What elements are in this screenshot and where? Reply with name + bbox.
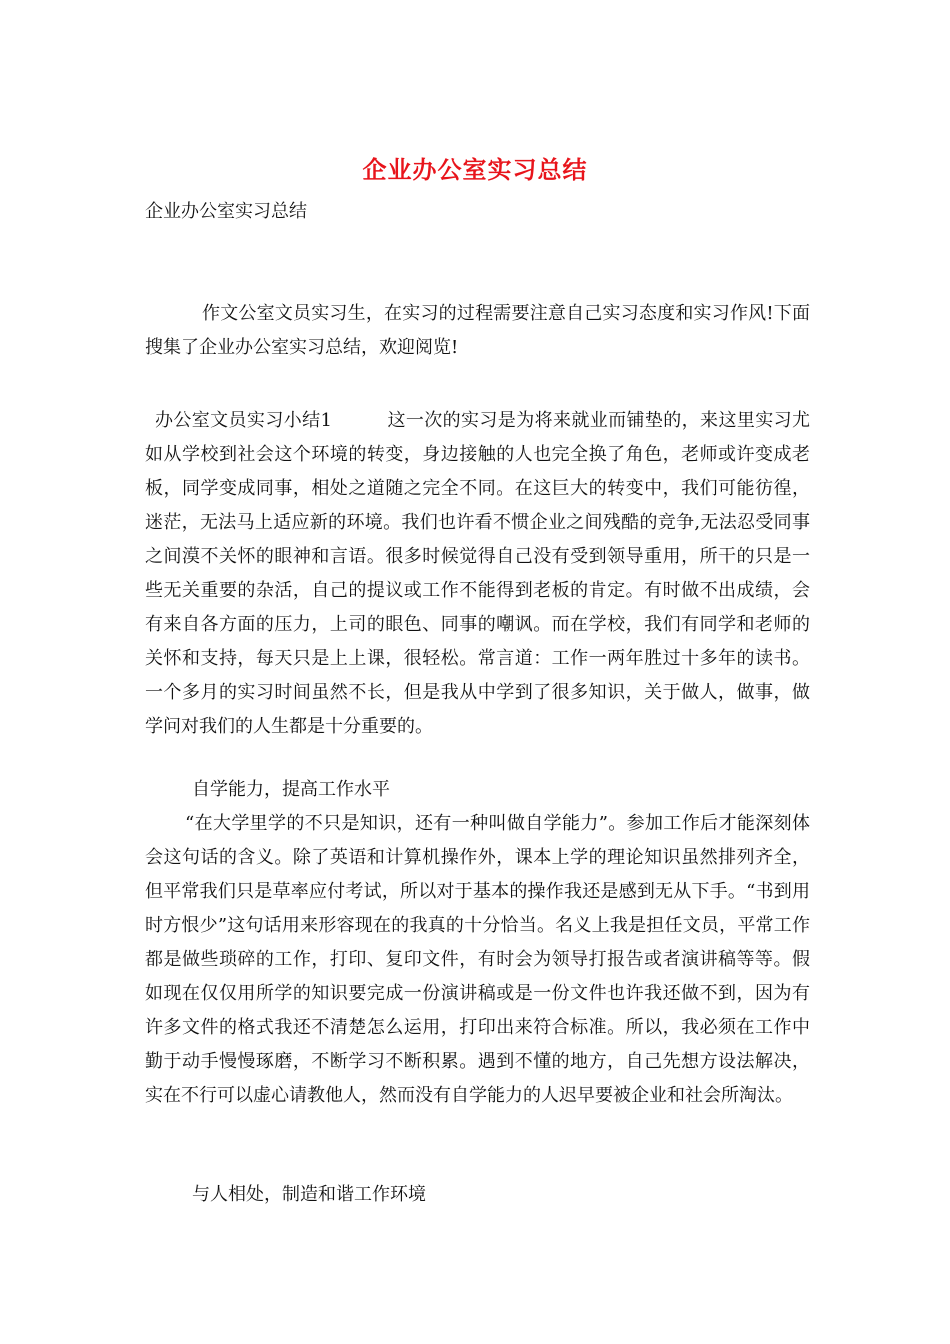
intro-text: 作文公室文员实习生，在实习的过程需要注意自己实习态度和实习作风!下面搜集了企业办公室实习总结，欢迎阅览!: [145, 303, 810, 358]
section-heading-self-learning: 自学能力，提高工作水平: [192, 779, 390, 800]
section2-paragraph: “在大学里学的不只是知识，还有一种叫做自学能力”。参加工作后才能深刻体会这句话的含义。除了英语和计算机操作外，课本上学的理论知识虽然排列齐全，但平常我们只是草率应付考试，所以对于基本的操作我还是感到无从下手。“书到用时方恨少”这句话用来形容现在的我真的十分恰当。名义上我是担任文员，平常工作都是做些琐碎的工作，打印、复印文件，有时会为领导打报告或者演讲稿等等。假如现在仅仅用所学的知识要完成一份演讲稿或是一份文件也许我还做不到，因为有许多文件的格式我还不清楚怎么运用，打印出来符合标准。所以，我必须在工作中勤于动手慢慢琢磨，不断学习不断积累。遇到不懂的地方，自己先想方设法解决，实在不行可以虚心请教他人，然而没有自学能力的人迟早要被企业和社会所淘汰。: [145, 813, 810, 1106]
section1-paragraph: 办公室文员实习小结1 这一次的实习是为将来就业而铺垫的，来这里实习尤如从学校到社会这个环境的转变，身边接触的人也完全换了角色，老师或许变成老板，同学变成同事，相处之道随之完全不同。在这巨大的转变中，我们可能彷徨，迷茫，无法马上适应新的环境。我们也许看不惯企业之间残酷的竞争,无法忍受同事之间漠不关怀的眼神和言语。很多时候觉得自己没有受到领导重用，所干的只是一些无关重要的杂活，自己的提议或工作不能得到老板的肯定。有时做不出成绩，会有来自各方面的压力，上司的眼色、同事的嘲讽。而在学校，我们有同学和老师的关怀和支持，每天只是上上课，很轻松。常言道：工作一两年胜过十多年的读书。一个多月的实习时间虽然不长，但是我从中学到了很多知识，关于做人，做事，做学问对我们的人生都是十分重要的。: [145, 410, 810, 737]
section-heading-relationships: 与人相处，制造和谐工作环境: [192, 1184, 426, 1205]
document-subtitle: 企业办公室实习总结: [145, 201, 307, 222]
intro-paragraph: [145, 297, 810, 365]
document-title: 企业办公室实习总结: [362, 155, 588, 184]
